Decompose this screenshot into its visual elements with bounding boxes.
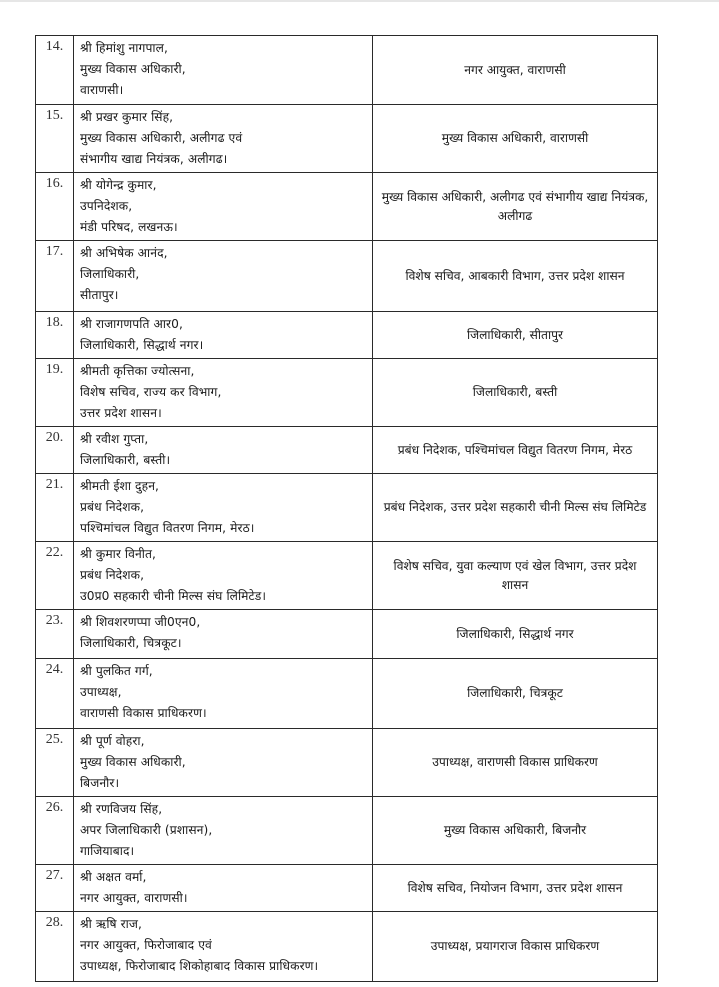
serial-number: 15. bbox=[36, 105, 74, 173]
new-posting: जिलाधिकारी, सीतापुर bbox=[373, 312, 658, 359]
table-row bbox=[36, 359, 658, 427]
transfer-table bbox=[35, 35, 658, 982]
current-posting-line: मुख्य विकास अधिकारी, bbox=[80, 62, 186, 76]
officer-current-posting bbox=[74, 36, 373, 105]
new-posting: जिलाधिकारी, सिद्धार्थ नगर bbox=[373, 610, 658, 659]
officer-name: श्री अक्षत वर्मा, bbox=[80, 870, 147, 884]
current-posting-line: जिलाधिकारी, चित्रकूट। bbox=[80, 636, 182, 650]
officer-current-posting bbox=[74, 729, 373, 797]
table-row bbox=[36, 312, 658, 359]
new-posting: मुख्य विकास अधिकारी, बिजनौर bbox=[373, 797, 658, 865]
current-posting-line: प्रबंध निदेशक, bbox=[80, 500, 145, 514]
current-posting-line: नगर आयुक्त, वाराणसी। bbox=[80, 891, 188, 905]
current-posting-line: उपाध्यक्ष, bbox=[80, 685, 122, 699]
current-posting-line: सीतापुर। bbox=[80, 288, 119, 302]
officer-name: श्री राजागणपति आर0, bbox=[80, 317, 183, 331]
new-posting: विशेष सचिव, युवा कल्याण एवं खेल विभाग, उत्तर प्रदेश शासन bbox=[373, 542, 658, 610]
officer-name: श्री अभिषेक आनंद, bbox=[80, 246, 168, 260]
current-posting-line: उपनिदेशक, bbox=[80, 199, 133, 213]
serial-number: 16. bbox=[36, 173, 74, 241]
serial-number: 28. bbox=[36, 912, 74, 982]
officer-current-posting bbox=[74, 105, 373, 173]
officer-current-posting bbox=[74, 359, 373, 427]
officer-name: श्री पुलकित गर्ग, bbox=[80, 664, 153, 678]
table-row bbox=[36, 427, 658, 474]
current-posting-line: जिलाधिकारी, बस्ती। bbox=[80, 453, 171, 467]
new-posting: मुख्य विकास अधिकारी, अलीगढ एवं संभागीय खाद्य नियंत्रक, अलीगढ bbox=[373, 173, 658, 241]
current-posting-line: मंडी परिषद, लखनऊ। bbox=[80, 220, 178, 234]
table-row bbox=[36, 474, 658, 542]
current-posting-line: उत्तर प्रदेश शासन। bbox=[80, 406, 162, 420]
new-posting: प्रबंध निदेशक, उत्तर प्रदेश सहकारी चीनी मिल्स संघ लिमिटेड bbox=[373, 474, 658, 542]
officer-current-posting bbox=[74, 312, 373, 359]
page-top-edge bbox=[0, 0, 719, 2]
current-posting-line: नगर आयुक्त, फिरोजाबाद एवं bbox=[80, 938, 212, 952]
table-row bbox=[36, 912, 658, 982]
serial-number: 23. bbox=[36, 610, 74, 659]
current-posting-line: संभागीय खाद्य नियंत्रक, अलीगढ। bbox=[80, 152, 228, 166]
serial-number: 21. bbox=[36, 474, 74, 542]
officer-name: श्री शिवशरणप्पा जी0एन0, bbox=[80, 615, 201, 629]
transfer-table-body bbox=[36, 36, 658, 982]
current-posting-line: जिलाधिकारी, bbox=[80, 267, 140, 281]
table-row bbox=[36, 173, 658, 241]
current-posting-line: मुख्य विकास अधिकारी, bbox=[80, 755, 186, 769]
officer-current-posting bbox=[74, 241, 373, 312]
officer-name: श्री पूर्ण वोहरा, bbox=[80, 734, 145, 748]
officer-current-posting bbox=[74, 865, 373, 912]
new-posting: उपाध्यक्ष, प्रयागराज विकास प्राधिकरण bbox=[373, 912, 658, 982]
serial-number: 17. bbox=[36, 241, 74, 312]
new-posting: मुख्य विकास अधिकारी, वाराणसी bbox=[373, 105, 658, 173]
officer-name: श्री हिमांशु नागपाल, bbox=[80, 41, 168, 55]
current-posting-line: प्रबंध निदेशक, bbox=[80, 568, 145, 582]
officer-name: श्री रणविजय सिंह, bbox=[80, 802, 163, 816]
current-posting-line: पश्चिमांचल विद्युत वितरण निगम, मेरठ। bbox=[80, 521, 255, 535]
officer-name: श्री योगेन्द्र कुमार, bbox=[80, 178, 157, 192]
table-row bbox=[36, 659, 658, 729]
serial-number: 18. bbox=[36, 312, 74, 359]
current-posting-line: जिलाधिकारी, सिद्धार्थ नगर। bbox=[80, 338, 204, 352]
current-posting-line: मुख्य विकास अधिकारी, अलीगढ एवं bbox=[80, 131, 243, 145]
current-posting-line: बिजनौर। bbox=[80, 776, 120, 790]
serial-number: 22. bbox=[36, 542, 74, 610]
current-posting-line: अपर जिलाधिकारी (प्रशासन), bbox=[80, 823, 213, 837]
table-row bbox=[36, 729, 658, 797]
new-posting: जिलाधिकारी, बस्ती bbox=[373, 359, 658, 427]
new-posting: जिलाधिकारी, चित्रकूट bbox=[373, 659, 658, 729]
table-row bbox=[36, 105, 658, 173]
table-row bbox=[36, 36, 658, 105]
officer-name: श्री प्रखर कुमार सिंह, bbox=[80, 110, 174, 124]
officer-current-posting bbox=[74, 173, 373, 241]
table-row bbox=[36, 610, 658, 659]
current-posting-line: विशेष सचिव, राज्य कर विभाग, bbox=[80, 385, 222, 399]
table-row bbox=[36, 241, 658, 312]
officer-current-posting bbox=[74, 659, 373, 729]
officer-name: श्रीमती कृत्तिका ज्योत्सना, bbox=[80, 364, 195, 378]
serial-number: 20. bbox=[36, 427, 74, 474]
current-posting-line: उपाध्यक्ष, फिरोजाबाद शिकोहाबाद विकास प्राधिकरण। bbox=[80, 959, 319, 973]
table-row bbox=[36, 542, 658, 610]
new-posting: विशेष सचिव, आबकारी विभाग, उत्तर प्रदेश शासन bbox=[373, 241, 658, 312]
serial-number: 27. bbox=[36, 865, 74, 912]
officer-name: श्री कुमार विनीत, bbox=[80, 547, 156, 561]
serial-number: 19. bbox=[36, 359, 74, 427]
serial-number: 24. bbox=[36, 659, 74, 729]
serial-number: 25. bbox=[36, 729, 74, 797]
serial-number: 26. bbox=[36, 797, 74, 865]
officer-name: श्री ऋषि राज, bbox=[80, 917, 142, 931]
new-posting: नगर आयुक्त, वाराणसी bbox=[373, 36, 658, 105]
new-posting: उपाध्यक्ष, वाराणसी विकास प्राधिकरण bbox=[373, 729, 658, 797]
officer-name: श्रीमती ईशा दुहन, bbox=[80, 479, 160, 493]
officer-current-posting bbox=[74, 610, 373, 659]
new-posting: प्रबंध निदेशक, पश्चिमांचल विद्युत वितरण निगम, मेरठ bbox=[373, 427, 658, 474]
current-posting-line: गाजियाबाद। bbox=[80, 844, 135, 858]
current-posting-line: वाराणसी विकास प्राधिकरण। bbox=[80, 706, 207, 720]
current-posting-line: वाराणसी। bbox=[80, 83, 124, 97]
officer-current-posting bbox=[74, 542, 373, 610]
serial-number: 14. bbox=[36, 36, 74, 105]
officer-current-posting bbox=[74, 797, 373, 865]
officer-current-posting bbox=[74, 474, 373, 542]
officer-current-posting bbox=[74, 912, 373, 982]
current-posting-line: उ0प्र0 सहकारी चीनी मिल्स संघ लिमिटेड। bbox=[80, 589, 267, 603]
officer-name: श्री रवीश गुप्ता, bbox=[80, 432, 149, 446]
new-posting: विशेष सचिव, नियोजन विभाग, उत्तर प्रदेश शासन bbox=[373, 865, 658, 912]
table-row bbox=[36, 797, 658, 865]
officer-current-posting bbox=[74, 427, 373, 474]
table-row bbox=[36, 865, 658, 912]
